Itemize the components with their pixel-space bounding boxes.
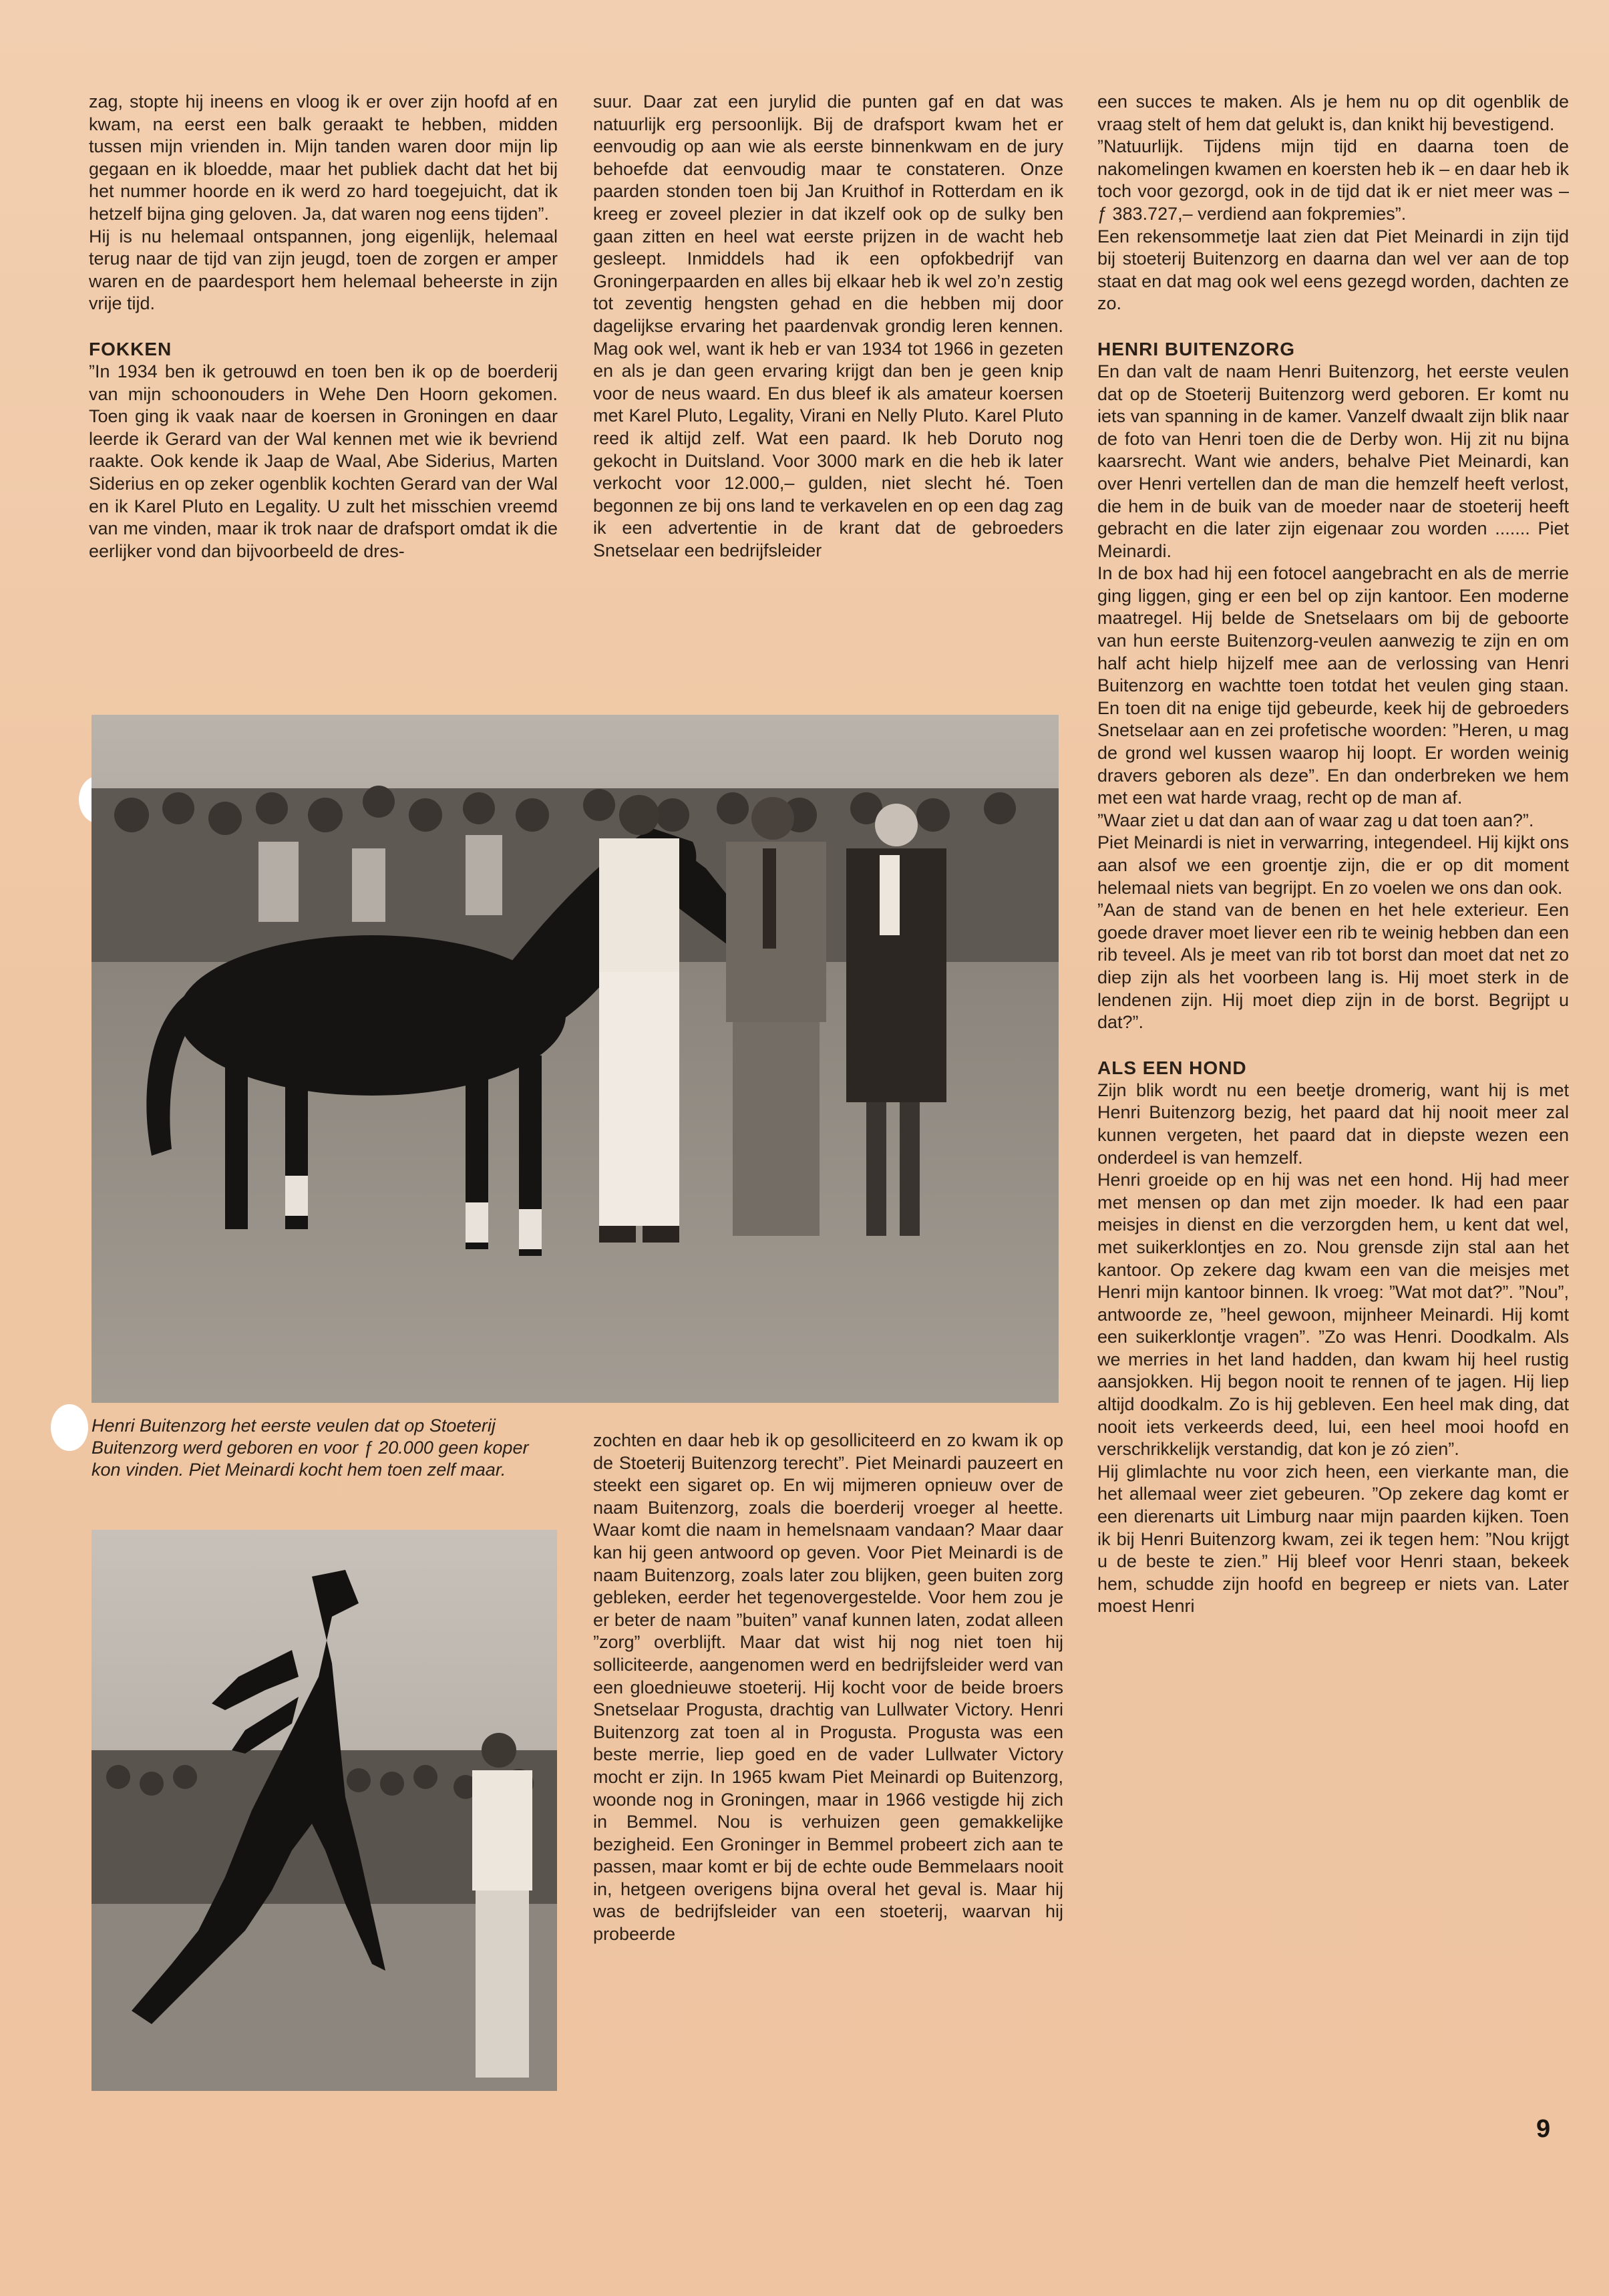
section-heading-fokken: FOKKEN — [89, 338, 172, 359]
paragraph: In de box had hij een fotocel aangebracht en als de merrie ging liggen, ging er een bel op zijn kantoor. Een moderne maatregel. Hij belde de Snetselaars om bij de geboorte van hun eerste Buitenzorg-veulen aanwezig te zijn en om half acht hielp hijzelf mee aan de verlossing van Henri Buitenzorg en wachtte toen totdat het veulen ging staan. En toen dit na enige tijd gebeurde, keek hij de gebroeders Snetselaar aan en zei profetische woorden: ”Heren, u mag de grond wel kussen waarop hij loopt. Er worden weinig dravers geboren als deze”. En dan onderbreken we hem met een wat harde vraag, recht op de man af. — [1097, 563, 1569, 808]
paragraph: ”Natuurlijk. Tijdens mijn tijd en daarna toen de nakomelingen kwamen en koersten heb ik – en daar heb ik toch voor gezorgd, ook in de tijd dat ik er niet meer was – ƒ 383.727,– verdiend aan fokpremies”. — [1097, 136, 1569, 224]
photo-rearing-horse — [92, 1530, 557, 2091]
column-2-bottom-text — [593, 1430, 1063, 1946]
paragraph: ”In 1934 ben ik getrouwd en toen ben ik op de boerderij van mijn schoonouders in Wehe Den Hoorn gekomen. Toen ging ik vaak naar de koersen in Groningen en daar leerde ik Gerard van der Wal kennen met wie ik bevriend raakte. Ook kende ik Jaap de Waal, Abe Siderius, Marten Siderius en op zeker ogenblik kochten Gerard van der Wal en ik Karel Pluto en Legality. U zult het misschien vreemd van me vinden, maar ik trok naar de drafsport omdat ik die eerlijker vond dan bijvoorbeeld de dres- — [89, 361, 558, 561]
paragraph: Piet Meinardi is niet in verwarring, integendeel. Hij kijkt ons aan alsof we een groentje zijn, die er op dit moment helemaal niets van begrijpt. En zo voelen we ons dan ook. — [1097, 832, 1569, 898]
punch-hole — [51, 1404, 88, 1451]
section-heading-als-een-hond: ALS EEN HOND — [1097, 1057, 1247, 1078]
column-3-text — [1097, 91, 1569, 1618]
paragraph: ”Waar ziet u dat dan aan of waar zag u dat toen aan?”. — [1097, 810, 1534, 830]
section-heading-henri-buitenzorg: HENRI BUITENZORG — [1097, 338, 1295, 359]
paragraph: zag, stopte hij ineens en vloog ik er over zijn hoofd af en kwam, na eerst een balk geraakt te hebben, midden tussen mijn vrienden in. Mijn tanden waren door mijn lip gegaan en ik bloedde, maar het publiek dacht dat het bij het nummer hoorde en ik werd zo hard toegejuicht, dat ik hetzelf bijna ging geloven. Ja, dat waren nog eens tijden”. — [89, 92, 558, 224]
paragraph: een succes te maken. Als je hem nu op dit ogenblik de vraag stelt of hem dat gelukt is, dan knikt hij bevestigend. — [1097, 92, 1569, 134]
paragraph: suur. Daar zat een jurylid die punten gaf en dat was natuurlijk erg persoonlijk. Bij de drafsport kwam het er eenvoudig op aan wie als eerste binnenkwam en de jury behoefde dat eenvoudig maar te constateren. Onze paarden stonden toen bij Jan Kruithof in Rotterdam en ik kreeg er zoveel plezier in dat ikzelf ook op de sulky ben gaan zitten en heel wat eerste prijzen in de wacht heb gesleept. Inmiddels had ik een opfokbedrijf van Groningerpaarden en alles bij elkaar heb ik wel zo’n zestig tot zeventig hengsten gehad en die hebben mij door dagelijkse ervaring het paardenvak grondig leren kennen. Mag ook wel, want ik heb er van 1934 tot 1966 in gezeten en als je dan geen ervaring krijgt dan ben je geen knip voor de neus waard. En dus bleef ik als amateur koersen met Karel Pluto, Legality, Virani en Nelly Pluto. Karel Pluto reed ik altijd zelf. Wat een paard. Ik heb Doruto nog gekocht in Duitsland. Voor 3000 mark en die heb ik later verkocht voor 12.000,– gulden, niet slecht hé. Toen begonnen ze bij ons land te verkavelen en op een dag zag ik een advertentie in de krant dat de gebroeders Snetselaar een bedrijfsleider — [593, 92, 1063, 560]
photo-caption: Henri Buitenzorg het eerste veulen dat op Stoeterij Buitenzorg werd geboren en voor ƒ 20.000 geen koper kon vinden. Piet Meinardi kocht hem toen zelf maar. — [92, 1416, 529, 1480]
paragraph: Zijn blik wordt nu een beetje dromerig, want hij is met Henri Buitenzorg bezig, het paard dat hij nooit meer zal kunnen vergeten, het paard dat in diepste wezen een onderdeel is van hemzelf. — [1097, 1080, 1569, 1168]
column-1-text — [89, 91, 558, 562]
photo-horse-presentation — [92, 715, 1059, 1403]
paragraph: En dan valt de naam Henri Buitenzorg, het eerste veulen dat op de Stoeterij Buitenzorg werd geboren. Er komt nu iets van spanning in de kamer. Vanzelf dwaalt zijn blik naar de foto van Henri toen die de Derby won. Hij zit nu bijna kaarsrecht. Want wie anders, behalve Piet Meinardi, kan over Henri vertellen dan de man die hemzelf heeft verlost, die hem in de buik van de moeder naar de stoeterij heeft gebracht en die later zijn eigenaar zou worden ....... Piet Meinardi. — [1097, 361, 1569, 561]
paragraph: Henri groeide op en hij was net een hond. Hij had meer met mensen op dan met zijn moeder. Ik had een paar meisjes in dienst en die verzorgden hem, u kent dat wel, met suikerklontjes en zo. Nou grensde zijn stal aan het kantoor. Op zekere dag kwam een van die meisjes met Henri mijn kantoor binnen. Ik vroeg: ”Wat mot dat?”. ”Nou”, antwoorde ze, ”heel gewoon, mijnheer Meinardi. Hij komt een suikerklontje vragen”. ”Zo was Henri. Doodkalm. Als we merries in het land hadden, dan kwam hij heel rustig aansjokken. Hij begon nooit te rennen of te jagen. Hij liep altijd doodkalm. Zo is hij gebleven. Een heel mak ding, dat nooit iets verkeerds deed, lui, een heel mooi hoofd en verschrikkelijk verstandig, dat kon je zó zien”. — [1097, 1170, 1569, 1460]
paragraph: ”Aan de stand van de benen en het hele exterieur. Een goede draver moet liever een rib te weinig hebben dan een rib teveel. Als je meet van rib tot borst dan moet dat net zo diep zijn als het voorbeen lang is. Hij moet sterk in de lendenen zijn. Hij moet diep zijn in de borst. Begrijpt u dat?”. — [1097, 900, 1569, 1033]
paragraph: Een rekensommetje laat zien dat Piet Meinardi in zijn tijd bij stoeterij Buitenzorg en daarna dan wel ver aan de top staat en dat mag ook wel eens gezegd worden, dachten ze zo. — [1097, 226, 1569, 314]
paragraph: Hij is nu helemaal ontspannen, jong eigenlijk, helemaal terug naar de tijd van zijn jeugd, toen de zorgen er amper waren en de paardesport hem helemaal beheerste in zijn vrije tijd. — [89, 226, 558, 314]
paragraph: Hij glimlachte nu voor zich heen, een vierkante man, die het allemaal weer ziet gebeuren. ”Op zekere dag komt er een dierenarts uit Limburg naar mijn paarden kijken. Toen ik bij Henri Buitenzorg kwam, zei ik tegen hem: ”Nou krijgt u de beste te zien.” Hij bleef voor Henri staan, bekeek hem, schudde zijn hoofd en begreep er niets van. Later moest Henri — [1097, 1461, 1569, 1617]
paragraph: zochten en daar heb ik op gesolliciteerd en zo kwam ik op de Stoeterij Buitenzorg terecht”. Piet Meinardi pauzeert en steekt een sigaret op. En wij mijmeren opnieuw over de naam Buitenzorg, zoals die boerderij vroeger al heette. Waar komt die naam in hemelsnaam vandaan? Maar daar kan hij geen antwoord op geven. Voor Piet Meinardi is de naam Buitenzorg, zoals later zou blijken, geen buiten zorg gebleken, eerder het tegenovergestelde. Voor hem zou je er beter de naam ”buiten” vanaf kunnen laten, zodat alleen ”zorg” overblijft. Maar dat wist hij nog niet toen hij solliciteerde, aangenomen werd en bedrijfsleider werd van een gloednieuwe stoeterij. Hij kocht voor de beide broers Snetselaar Progusta, drachtig van Lullwater Victory. Henri Buitenzorg zat toen al in Progusta. Progusta was een beste merrie, liep goed en de vader Lullwater Victory mocht er zijn. In 1965 kwam Piet Meinardi op Buitenzorg, woonde nog in Groningen, maar in 1966 vestigde hij zich in Bemmel. Nou is verhuizen geen gemakkelijke bezigheid. Een Groninger in Bemmel probeert zich aan te passen, maar komt er bij de echte oude Bemmelaars nooit in, hetgeen overigens bijna overal het geval is. Maar hij was de bedrijfsleider van een stoeterij, waarvan hij probeerde — [593, 1430, 1063, 1945]
column-2-top-text — [593, 91, 1063, 562]
page-number: 9 — [1536, 2115, 1551, 2143]
